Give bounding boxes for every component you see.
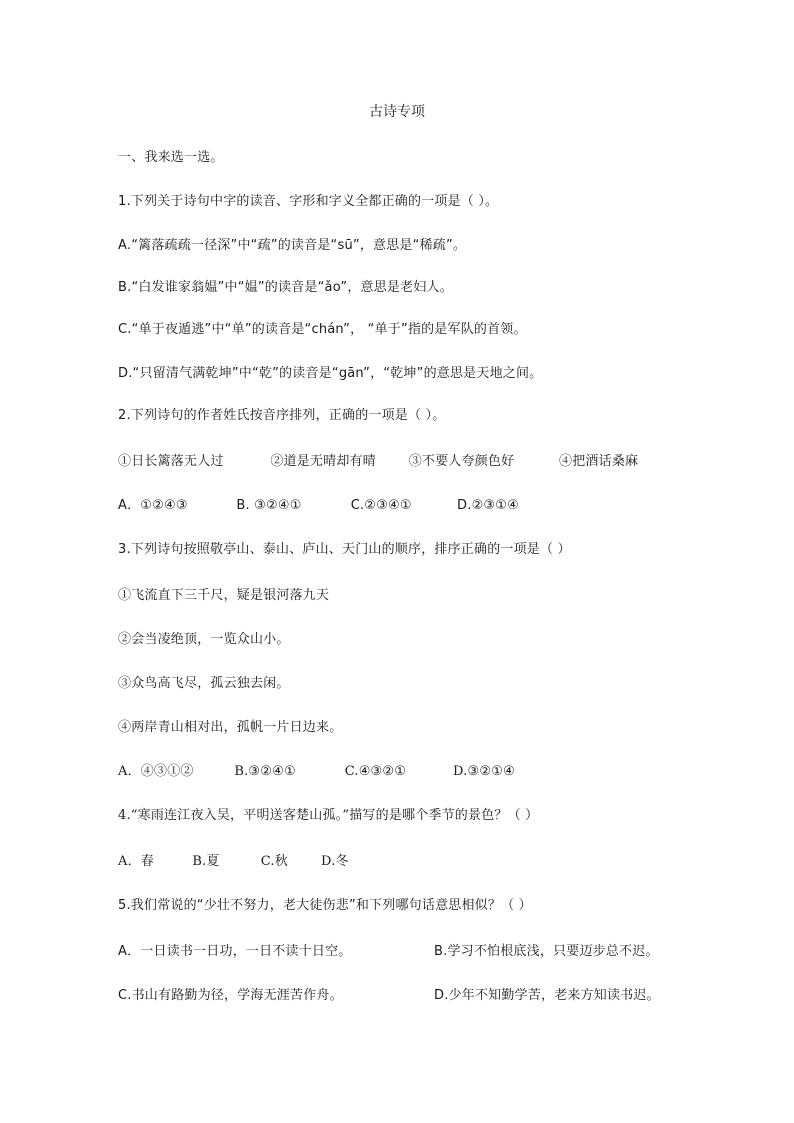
question-4-stem: 4.“寒雨连江夜入吴，平明送客楚山孤。”描写的是哪个季节的景色？（ ） <box>118 808 539 823</box>
question-1-stem: 1.下列关于诗句中字的读音、字形和字义全都正确的一项是（ ）。 <box>118 194 499 209</box>
question-4-option-c: C.秋 <box>260 854 288 869</box>
question-1-option-c: C.“单于夜遁逃”中“单”的读音是“chán”， “单于”指的是军队的首领。 <box>118 322 527 337</box>
question-2-item-4: ④把酒话桑麻 <box>559 454 639 469</box>
question-5-option-d: D.少年不知勤学苦，老来方知读书迟。 <box>434 988 660 1003</box>
question-3-option-d: D.③②①④ <box>453 764 515 779</box>
question-2-item-2: ②道是无晴却有晴 <box>270 454 376 469</box>
question-3-option-a: A．④③①② <box>118 764 194 779</box>
question-1-option-b: B.“白发谁家翁媪”中“媪”的读音是“ǎo”，意思是老妇人。 <box>118 280 453 295</box>
question-4-option-a: A．春 <box>118 854 154 869</box>
page-title: 古诗专项 <box>369 104 425 120</box>
question-3-item-2: ②会当凌绝顶，一览众山小。 <box>118 632 290 647</box>
question-2-option-b: B. ③②④① <box>236 498 302 513</box>
question-2-items <box>118 454 638 470</box>
question-2-options <box>118 498 519 514</box>
question-2-item-3: ③不要人夸颜色好 <box>408 454 515 469</box>
question-5-option-c: C.书山有路勤为径，学海无涯苦作舟。 <box>118 988 343 1003</box>
question-4-options <box>118 854 349 870</box>
question-3-option-c: C.④③②① <box>344 764 407 779</box>
section-heading: 一、我来选一选。 <box>118 150 224 165</box>
question-2-option-c: C.②③④① <box>350 498 412 513</box>
question-1-option-d: D.“只留清气满乾坤”中“乾”的读音是“gān”，“乾坤”的意思是天地之间。 <box>118 366 543 381</box>
question-2-option-a: A．①②④③ <box>118 498 188 513</box>
question-4-option-d: D.冬 <box>321 854 349 869</box>
question-3-item-3: ③众鸟高飞尽，孤云独去闲。 <box>118 676 290 691</box>
question-3-option-b: B.③②④① <box>234 764 296 779</box>
question-5-option-a: A．一日读书一日功，一日不读十日空。 <box>118 944 352 959</box>
question-3-item-1: ①飞流直下三千尺，疑是银河落九天 <box>118 588 330 603</box>
question-2-stem: 2.下列诗句的作者姓氏按音序排列，正确的一项是（ ）。 <box>118 408 446 423</box>
question-4-option-b: B.夏 <box>192 854 220 869</box>
question-5-stem: 5.我们常说的“少壮不努力，老大徒伤悲”和下列哪句话意思相似？（ ） <box>118 898 532 913</box>
question-5-option-b: B.学习不怕根底浅，只要迈步总不迟。 <box>434 944 659 959</box>
question-3-item-4: ④两岸青山相对出，孤帆一片日边来。 <box>118 720 343 735</box>
question-3-options <box>118 764 515 780</box>
question-2-option-d: D.②③①④ <box>457 498 519 513</box>
question-3-stem: 3.下列诗句按照敬亭山、泰山、庐山、天门山的顺序，排序正确的一项是（ ） <box>118 542 571 557</box>
question-2-item-1: ①日长篱落无人过 <box>118 454 224 469</box>
question-1-option-a: A.“篱落疏疏一径深”中“疏”的读音是“sū”，意思是“稀疏”。 <box>118 238 467 253</box>
